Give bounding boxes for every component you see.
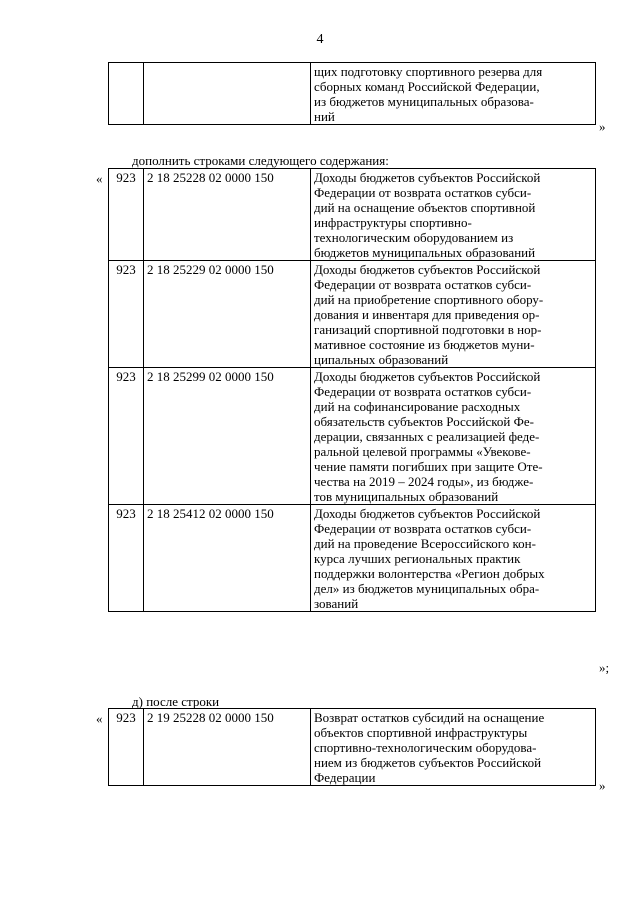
description-line: Федерации от возврата остатков субси- — [314, 521, 532, 536]
description-line: технологическим оборудованием из — [314, 230, 514, 245]
added-rows-table — [108, 168, 596, 612]
description-cell — [311, 63, 596, 125]
description-line: ральной целевой программы «Увекове- — [314, 444, 531, 459]
closing-quote: » — [599, 778, 606, 793]
description-cell — [311, 505, 596, 612]
description-line: Доходы бюджетов субъектов Российской — [314, 369, 541, 384]
instruction-add-rows: дополнить строками следующего содержания: — [132, 153, 389, 168]
description-line: курса лучших региональных практик — [314, 551, 521, 566]
description-line: дий на приобретение спортивного обору- — [314, 292, 544, 307]
description-line: поддержки волонтерства «Регион добрых — [314, 566, 545, 581]
admin-code-cell: 923 — [109, 709, 144, 786]
classification-code-cell: 2 19 25228 02 0000 150 — [144, 709, 311, 786]
description-line: спортивно-технологическим оборудова- — [314, 740, 537, 755]
description-line: инфраструктуры спортивно- — [314, 215, 472, 230]
description-line: Доходы бюджетов субъектов Российской — [314, 170, 541, 185]
description-line: Доходы бюджетов субъектов Российской — [314, 506, 541, 521]
opening-quote: « — [96, 171, 103, 186]
classification-code-cell: 2 18 25412 02 0000 150 — [144, 505, 311, 612]
table-row — [109, 709, 596, 786]
table-row — [109, 368, 596, 505]
description-line: Федерации — [314, 770, 376, 785]
admin-code-cell — [109, 63, 144, 125]
description-line: ганизаций спортивной подготовки в нор- — [314, 322, 542, 337]
description-line: зований — [314, 596, 359, 611]
description-line: Федерации от возврата остатков субси- — [314, 277, 532, 292]
opening-quote: « — [96, 711, 103, 726]
table-row — [109, 169, 596, 261]
description-cell — [311, 169, 596, 261]
description-line: дий на проведение Всероссийского кон- — [314, 536, 536, 551]
admin-code-cell: 923 — [109, 261, 144, 368]
table-row — [109, 63, 596, 125]
instruction-after-row: д) после строки — [132, 694, 220, 709]
description-cell — [311, 709, 596, 786]
admin-code-cell: 923 — [109, 169, 144, 261]
description-line: Возврат остатков субсидий на оснащение — [314, 710, 545, 725]
description-line: чение памяти погибших при защите Оте- — [314, 459, 543, 474]
description-line: Федерации от возврата остатков субси- — [314, 185, 532, 200]
classification-code-cell: 2 18 25228 02 0000 150 — [144, 169, 311, 261]
description-cell — [311, 261, 596, 368]
description-line: бюджетов муниципальных образований — [314, 245, 536, 260]
description-line: мативное состояние из бюджетов муни- — [314, 337, 535, 352]
description-line: дования и инвентаря для приведения ор- — [314, 307, 540, 322]
description-line: дерации, связанных с реализацией феде- — [314, 429, 540, 444]
description-line: сборных команд Российской Федерации, — [314, 79, 540, 94]
description-line: из бюджетов муниципальных образова- — [314, 94, 534, 109]
description-line: ний — [314, 109, 335, 124]
admin-code-cell: 923 — [109, 368, 144, 505]
classification-code-cell — [144, 63, 311, 125]
description-line: Федерации от возврата остатков субси- — [314, 384, 532, 399]
description-line: дий на оснащение объектов спортивной — [314, 200, 536, 215]
description-cell — [311, 368, 596, 505]
page-number: 4 — [316, 32, 324, 47]
description-line: тов муниципальных образований — [314, 489, 499, 504]
description-line: дел» из бюджетов муниципальных обра- — [314, 581, 540, 596]
classification-code-cell: 2 18 25299 02 0000 150 — [144, 368, 311, 505]
table-row — [109, 261, 596, 368]
description-line: дий на софинансирование расходных — [314, 399, 521, 414]
reference-row-table — [108, 708, 596, 786]
description-line: чества на 2019 – 2024 годы», из бюдже- — [314, 474, 534, 489]
admin-code-cell: 923 — [109, 505, 144, 612]
description-line: нием из бюджетов субъектов Российской — [314, 755, 542, 770]
continuation-table — [108, 62, 596, 125]
description-line: ципальных образований — [314, 352, 449, 367]
closing-quote: »; — [599, 660, 610, 675]
description-line: Доходы бюджетов субъектов Российской — [314, 262, 541, 277]
classification-code-cell: 2 18 25229 02 0000 150 — [144, 261, 311, 368]
description-line: объектов спортивной инфраструктуры — [314, 725, 528, 740]
table-row — [109, 505, 596, 612]
description-line: обязательств субъектов Российской Фе- — [314, 414, 534, 429]
closing-quote: » — [599, 119, 606, 134]
description-line: щих подготовку спортивного резерва для — [314, 64, 543, 79]
